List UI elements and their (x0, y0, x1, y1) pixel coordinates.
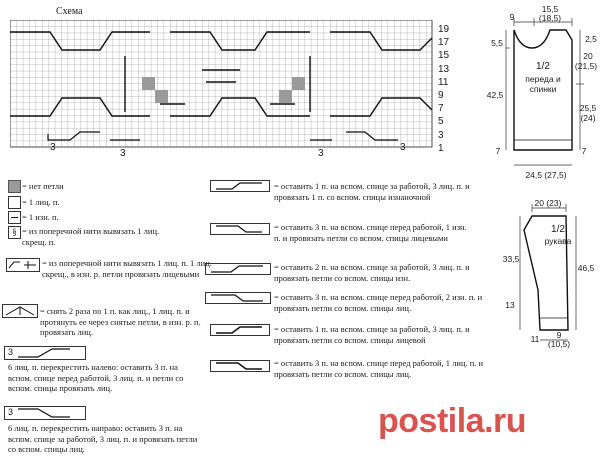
legend-no-stitch: = нет петли (22, 181, 64, 191)
no-stitch-block (155, 90, 168, 103)
legend-right-5: = оставить 1 п. на вспом. спице за работой, 3 лиц. п. и провязать петли со вспом. спицы лицевой (274, 324, 470, 345)
sleeve-cuff-length: 13 (505, 300, 515, 310)
legend-cross-left: 6 лиц. п. перекрестить налево: оставить 3 п. на вспом. спице перед работой, 3 лиц. п. и петли со вспом. спицы провязать лиц. (8, 362, 184, 393)
legend-right-6: = оставить 3 п. на вспом. спице перед работой, 1 лиц. п. и провязать петли со вспом. спицы лиц. (274, 358, 484, 379)
legend-twisted: = из поперечной нити вывязать 1 лиц. скрещ. п. (22, 226, 160, 247)
twisted-stitch-icon: § (8, 226, 21, 239)
legend-right-4: = оставить 3 п. на вспом. спице перед работой, 2 изн. п. и провязать петли со вспом. спицы лиц. (274, 292, 483, 313)
sleeve-label: 1/2 (551, 224, 565, 235)
row-number: 13 (438, 63, 450, 75)
sleeve-cap-length: 33,5 (502, 254, 520, 264)
no-stitch-block (292, 77, 305, 90)
row-number: 7 (438, 103, 444, 115)
sleeve-bottom-right-alt: (10,5) (547, 339, 571, 349)
grid-mark-3: 3 (400, 142, 406, 153)
cable-symbol-icon (210, 180, 270, 192)
top-width: 15,5 (541, 4, 559, 14)
grid-mark-3: 3 (120, 148, 126, 159)
body-length: 42,5 (486, 90, 504, 100)
cable-symbol-icon (210, 223, 270, 235)
knitting-chart (10, 20, 470, 160)
row-number: 15 (438, 50, 450, 62)
watermark-name: postila (378, 402, 485, 440)
side-length-alt: (24) (580, 113, 596, 123)
legend-purl: = 1 изн. п. (22, 212, 59, 222)
armhole-height: 20 (583, 51, 593, 61)
neck-depth: 5,5 (491, 38, 503, 48)
rib-right: 7 (581, 146, 587, 156)
grid-mark-3: 3 (318, 148, 324, 159)
cross-right-symbol-icon (4, 406, 86, 420)
purl-swatch (8, 211, 21, 224)
legend-right-2: = оставить 3 п. на вспом. спице перед работой, 1 изн. п. и провязать петли со вспом. спицы лицевыми (274, 222, 467, 243)
cable-symbol-icon (210, 324, 270, 336)
grid-mark-3: 3 (50, 142, 56, 153)
row-number: 11 (438, 76, 449, 88)
sleeve-top-width: 20 (23) (534, 198, 562, 208)
cable-symbol-icon (205, 292, 271, 304)
top-width-alt: (18,5) (538, 13, 562, 23)
legend-right-3: = оставить 2 п. на вспом. спице за работой, 3 лиц. п. и провязать петли со вспом. спицы изн. (274, 262, 470, 283)
cable-symbol-icon (210, 360, 270, 372)
bottom-width: 24,5 (27,5) (525, 170, 567, 180)
watermark-tld: ru (493, 402, 527, 440)
sleeve-bottom-right: 9 (556, 330, 562, 340)
cross-right-label: 3 (8, 407, 14, 417)
legend-cross-right: 6 лиц. п. перекрестить направо: оставить 3 п. на вспом. спице за работой, 3 лиц. п. и провязать петли со вспом. спицы лиц. (8, 423, 198, 454)
no-stitch-block (142, 77, 155, 90)
shoulder-width: 2,5 (585, 34, 597, 44)
row-number: 5 (438, 116, 444, 128)
no-stitch-swatch (8, 180, 21, 193)
rib-left: 7 (495, 146, 501, 156)
row-numbers (438, 25, 458, 157)
chart-title: Схема (56, 6, 83, 17)
chart-grid (10, 20, 432, 147)
row-number: 19 (438, 24, 450, 35)
legend-knit: = 1 лиц. п. (22, 197, 60, 207)
watermark-dot: . (484, 402, 494, 440)
armhole-height-alt: (21,5) (574, 61, 598, 71)
sleeve-bottom-left: 11 (530, 334, 540, 344)
row-number: 9 (438, 89, 444, 101)
sleeve-total-length: 46,5 (577, 263, 595, 273)
decrease-symbol-icon (2, 304, 38, 318)
legend-right-1: = оставить 1 п. на вспом. спице за работой, 3 лиц. п. и провязать 1 п. со вспом. спицы изнаночной (274, 181, 470, 202)
row-number: 1 (438, 142, 444, 154)
legend-decrease: = снять 2 раза по 1 п. как лиц., 1 лиц. п. и протянуть ее через снятые петли, в изн. р. п. провязать лиц. (40, 306, 201, 337)
cross-left-symbol-icon (4, 346, 86, 360)
watermark (378, 402, 526, 441)
row-number: 17 (438, 37, 450, 49)
row-number: 3 (438, 129, 444, 141)
side-length: 25,5 (579, 103, 597, 113)
knit-swatch (8, 196, 21, 209)
increase-symbol-icon (6, 258, 40, 272)
sleeve-label-sub: рукава (544, 236, 572, 246)
body-label: 1/2 (536, 61, 550, 72)
neck-width: 9 (509, 12, 515, 22)
body-label-sub: переда и спинки (525, 74, 561, 94)
cable-symbol-icon (205, 263, 271, 275)
cross-left-label: 3 (8, 347, 14, 357)
legend-increase: = из поперечной нити вывязать 1 лиц. п. 1 лиц. скрещ., в изн. р. петли провязать лицевыми (42, 258, 212, 279)
no-stitch-block (279, 90, 292, 103)
